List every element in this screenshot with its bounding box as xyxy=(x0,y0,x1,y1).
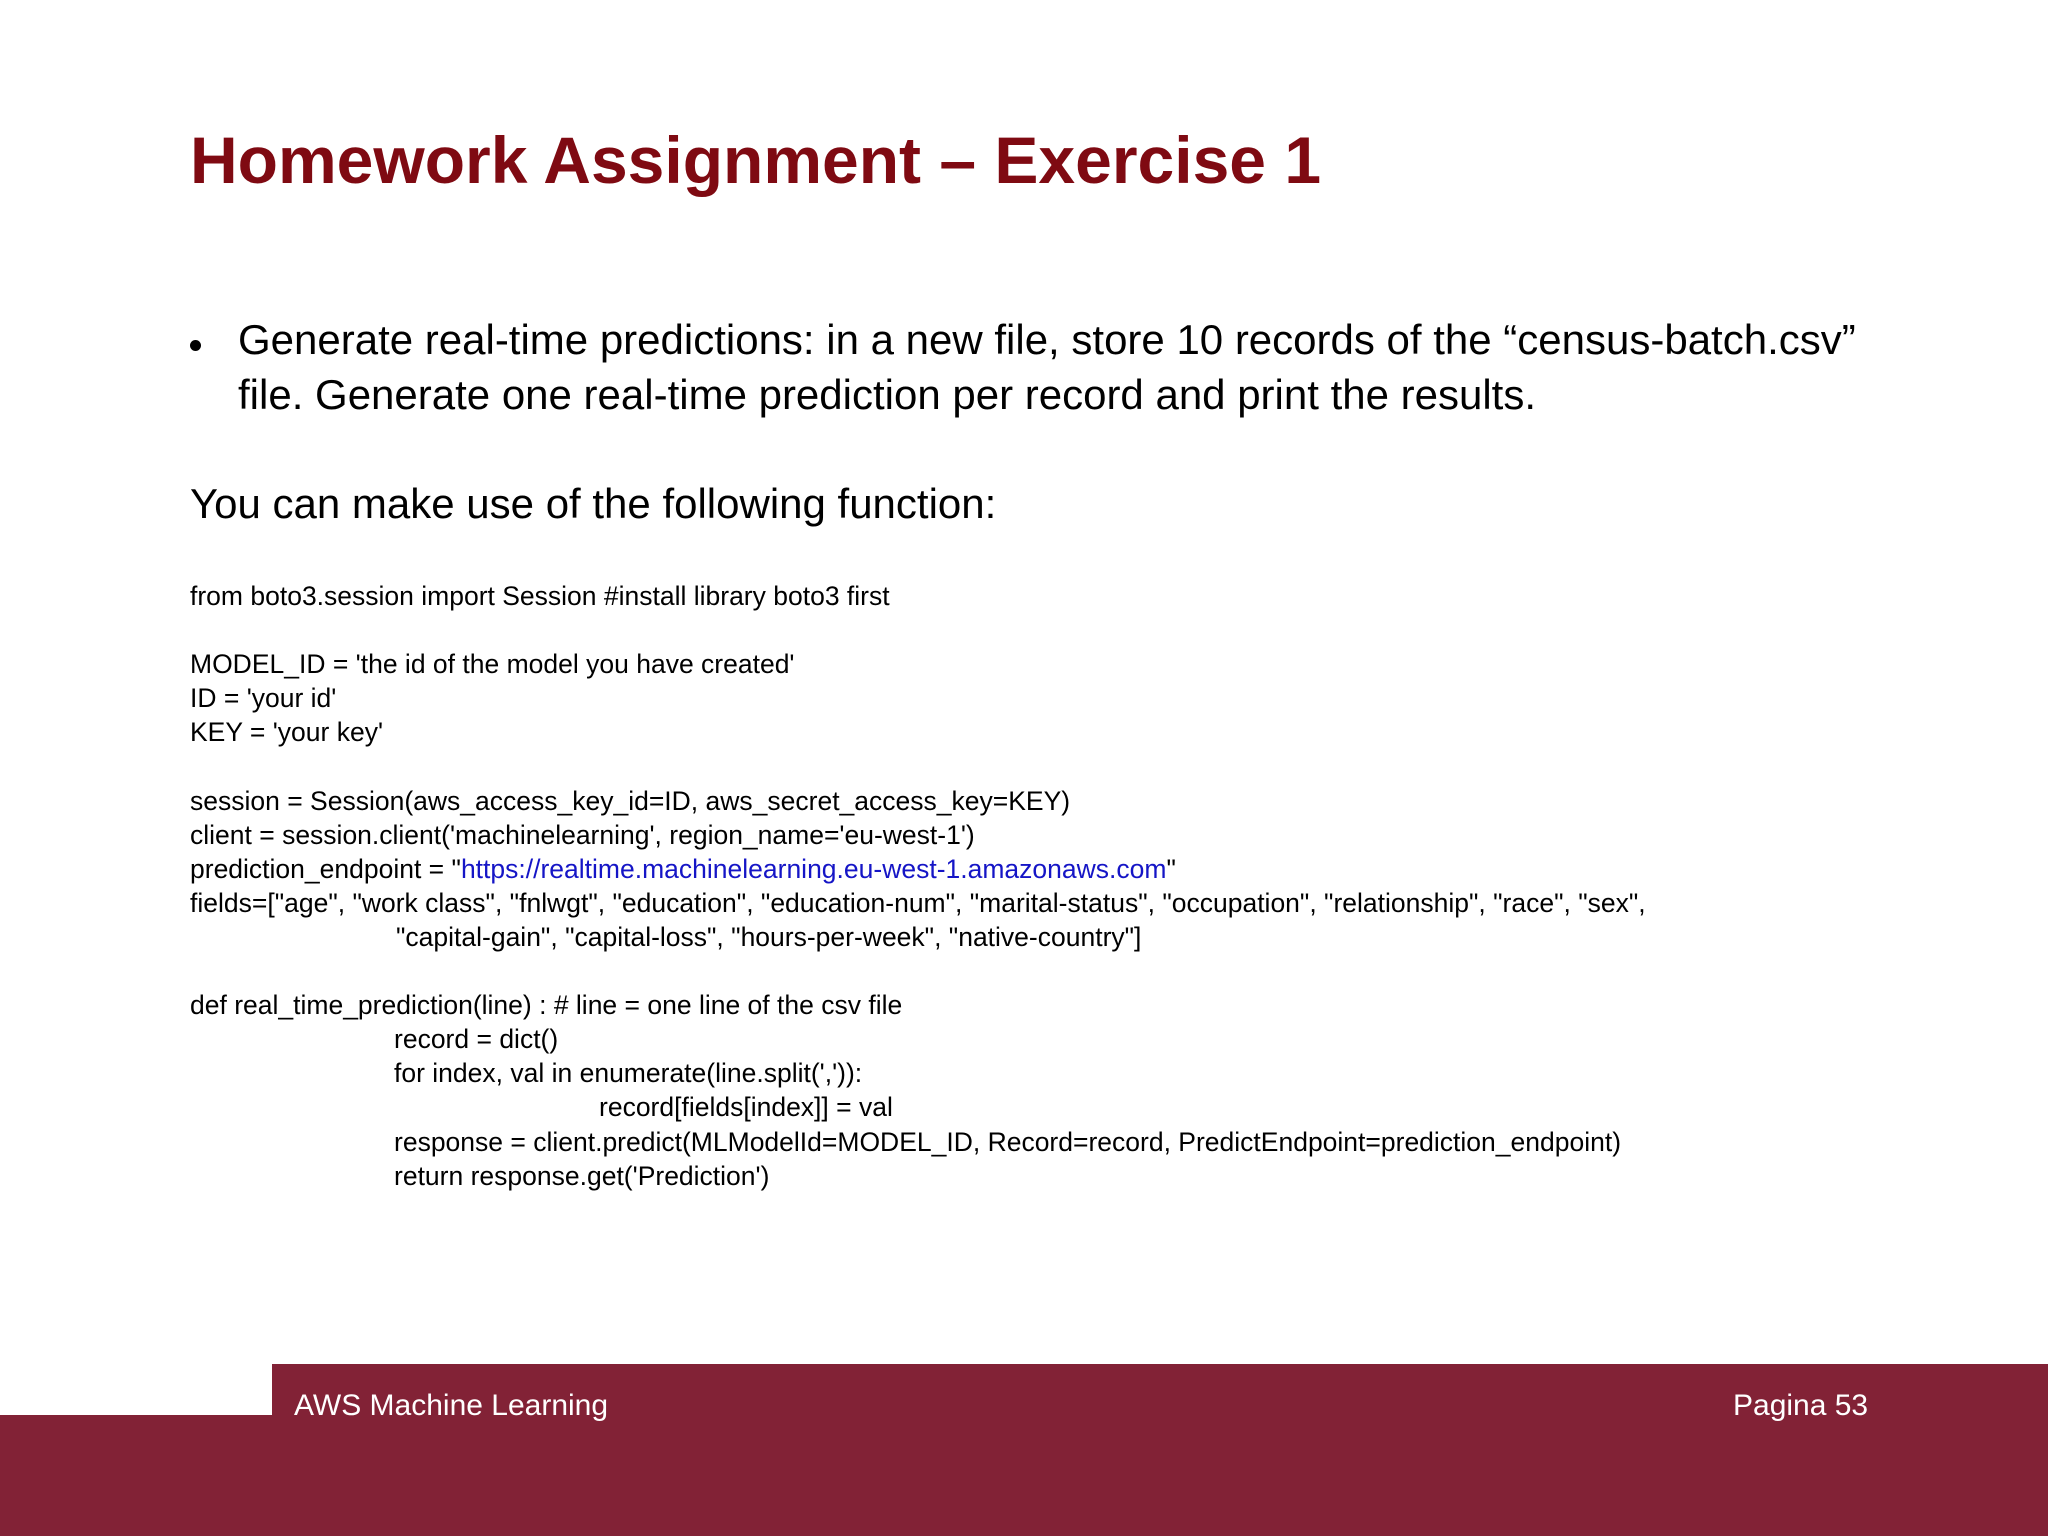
code-line: def real_time_prediction(line) : # line = one line of the csv file xyxy=(190,990,903,1021)
bullet-text: Generate real-time predictions: in a new file, store 10 records of the “census-batch.csv” file. Generate one real-time prediction per record and print the results. xyxy=(238,316,1856,418)
code-block xyxy=(190,579,2010,1193)
code-line: "capital-gain", "capital-loss", "hours-per-week", "native-country"] xyxy=(396,921,1142,952)
code-line: KEY = 'your key' xyxy=(190,717,384,748)
footer-page-number: Pagina 53 xyxy=(1733,1389,1869,1422)
code-blank-line xyxy=(190,613,2010,647)
code-line: for index, val in enumerate(line.split(',')): xyxy=(394,1058,863,1089)
endpoint-prefix: prediction_endpoint = " xyxy=(190,853,461,884)
code-line: fields=["age", "work class", "fnlwgt", "education", "education-num", "marital-status", "occupation", "relationship", "race", "sex", xyxy=(190,887,1646,918)
code-line: return response.get('Prediction') xyxy=(394,1160,770,1191)
code-line: ID = 'your id' xyxy=(190,683,337,714)
code-line: client = session.client('machinelearning', region_name='eu-west-1') xyxy=(190,819,975,850)
bullet-dot-icon xyxy=(190,340,201,351)
code-line: record = dict() xyxy=(394,1024,559,1055)
code-line: response = client.predict(MLModelId=MODEL_ID, Record=record, PredictEndpoint=prediction_endpoint) xyxy=(394,1126,1622,1157)
endpoint-suffix: " xyxy=(1166,853,1176,884)
code-line: MODEL_ID = 'the id of the model you have created' xyxy=(190,649,795,680)
code-blank-line xyxy=(190,749,2010,783)
code-line: session = Session(aws_access_key_id=ID, aws_secret_access_key=KEY) xyxy=(190,785,1071,816)
footer-course-title: AWS Machine Learning xyxy=(294,1389,609,1422)
code-line-endpoint xyxy=(190,852,2010,886)
code-blank-line xyxy=(190,954,2010,988)
slide-title: Homework Assignment – Exercise 1 xyxy=(190,123,1322,197)
endpoint-link[interactable]: https://realtime.machinelearning.eu-west-1.amazonaws.com xyxy=(460,853,1167,884)
code-line: record[fields[index]] = val xyxy=(599,1092,893,1123)
footer-band xyxy=(0,1415,2048,1536)
code-line: from boto3.session import Session #install library boto3 first xyxy=(190,581,890,611)
intro-text: You can make use of the following function: xyxy=(190,480,997,527)
